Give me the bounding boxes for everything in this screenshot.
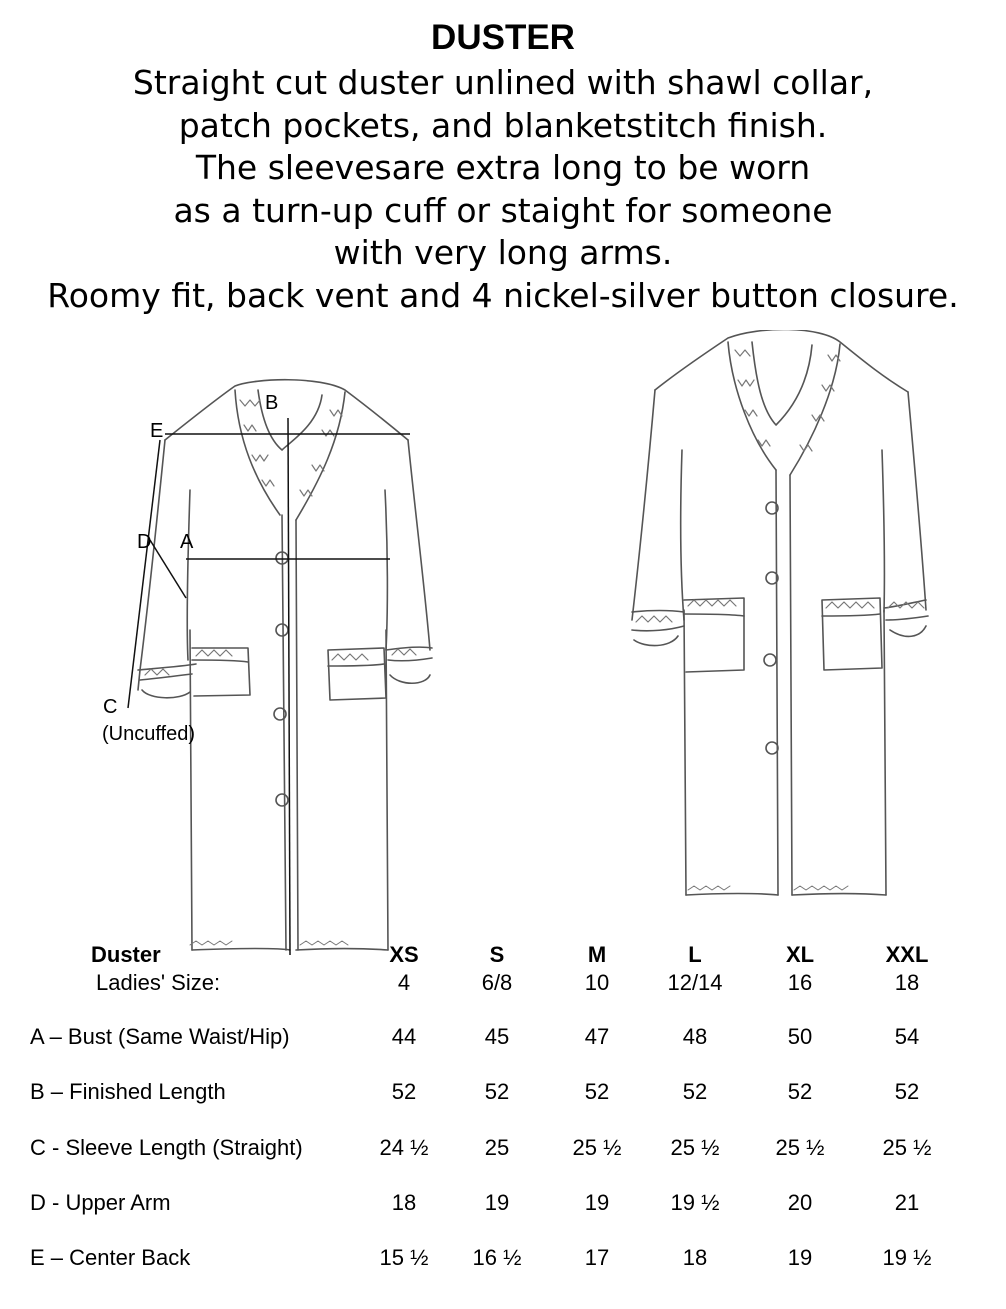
measurement-cell: 54 [894, 1024, 920, 1049]
ladies-size-cell: 12/14 [667, 970, 723, 995]
measurement-cell: 17 [584, 1245, 610, 1270]
measurement-cell: 25 ½ [572, 1135, 622, 1160]
row-label: D - Upper Arm [30, 1190, 171, 1215]
measurement-cell: 52 [584, 1079, 610, 1104]
label-a: A [180, 531, 194, 553]
description-line: Straight cut duster unlined with shawl collar, [132, 63, 874, 102]
label-uncuffed: (Uncuffed) [102, 723, 196, 745]
description-line: patch pockets, and blanketstitch finish. [178, 105, 828, 145]
measurement-cell: 25 ½ [882, 1135, 932, 1160]
measurement-cell: 48 [682, 1024, 708, 1049]
left-coat-drawing [138, 380, 432, 950]
description-line: with very long arms. [333, 233, 673, 272]
description-line: as a turn-up cuff or staight for someone [173, 190, 833, 230]
table-header-label: Duster [91, 942, 161, 967]
measurement-cell: 20 [787, 1190, 813, 1215]
measurement-cell: 52 [484, 1079, 510, 1104]
label-d: D [137, 531, 152, 553]
label-c: C [103, 696, 118, 718]
measurement-cell: 18 [391, 1190, 417, 1215]
measurement-cell: 18 [682, 1245, 708, 1270]
measurement-cell: 52 [391, 1079, 417, 1104]
ladies-size-cell: 18 [894, 970, 920, 995]
size-header: XXL [885, 942, 929, 967]
measurement-cell: 24 ½ [379, 1135, 429, 1160]
measurement-cell: 44 [391, 1024, 417, 1049]
measurement-cell: 52 [894, 1079, 920, 1104]
row-label: A – Bust (Same Waist/Hip) [30, 1024, 290, 1049]
size-header: S [489, 942, 505, 967]
label-e: E [150, 420, 164, 442]
ladies-size-cell: 10 [584, 970, 610, 995]
ladies-size-cell: 4 [397, 970, 411, 995]
measurement-cell: 25 [484, 1135, 510, 1160]
description [0, 62, 1006, 317]
ladies-size-cell: 16 [787, 970, 813, 995]
size-header: M [587, 942, 607, 967]
measurement-cell: 19 ½ [882, 1245, 932, 1270]
measurement-cell: 19 ½ [670, 1190, 720, 1215]
ladies-size-cell: 6/8 [481, 970, 513, 995]
table-subheader-label: Ladies' Size: [96, 970, 221, 995]
size-header: L [688, 942, 702, 967]
size-header: XL [785, 942, 815, 967]
size-header: XS [389, 942, 419, 967]
row-label: E – Center Back [30, 1245, 191, 1270]
measurement-cell: 19 [484, 1190, 510, 1215]
measurement-cell: 25 ½ [775, 1135, 825, 1160]
measurement-cell: 47 [584, 1024, 610, 1049]
measurement-cell: 19 [787, 1245, 813, 1270]
measurement-cell: 15 ½ [379, 1245, 429, 1270]
label-b: B [265, 392, 279, 414]
row-label: C - Sleeve Length (Straight) [30, 1135, 303, 1160]
right-coat-drawing [632, 330, 928, 895]
description-line: Roomy fit, back vent and 4 nickel-silver button closure. [47, 275, 959, 315]
measurement-cell: 52 [787, 1079, 813, 1104]
measurement-cell: 25 ½ [670, 1135, 720, 1160]
description-line: The sleevesare extra long to be worn [195, 148, 811, 187]
measurement-cell: 21 [894, 1190, 920, 1215]
measurement-cell: 16 ½ [472, 1245, 522, 1270]
measurement-cell: 45 [484, 1024, 510, 1049]
row-label: B – Finished Length [30, 1079, 226, 1104]
page-title: DUSTER [431, 18, 575, 57]
measurement-cell: 52 [682, 1079, 708, 1104]
measurement-cell: 19 [584, 1190, 610, 1215]
measurement-cell: 50 [787, 1024, 813, 1049]
